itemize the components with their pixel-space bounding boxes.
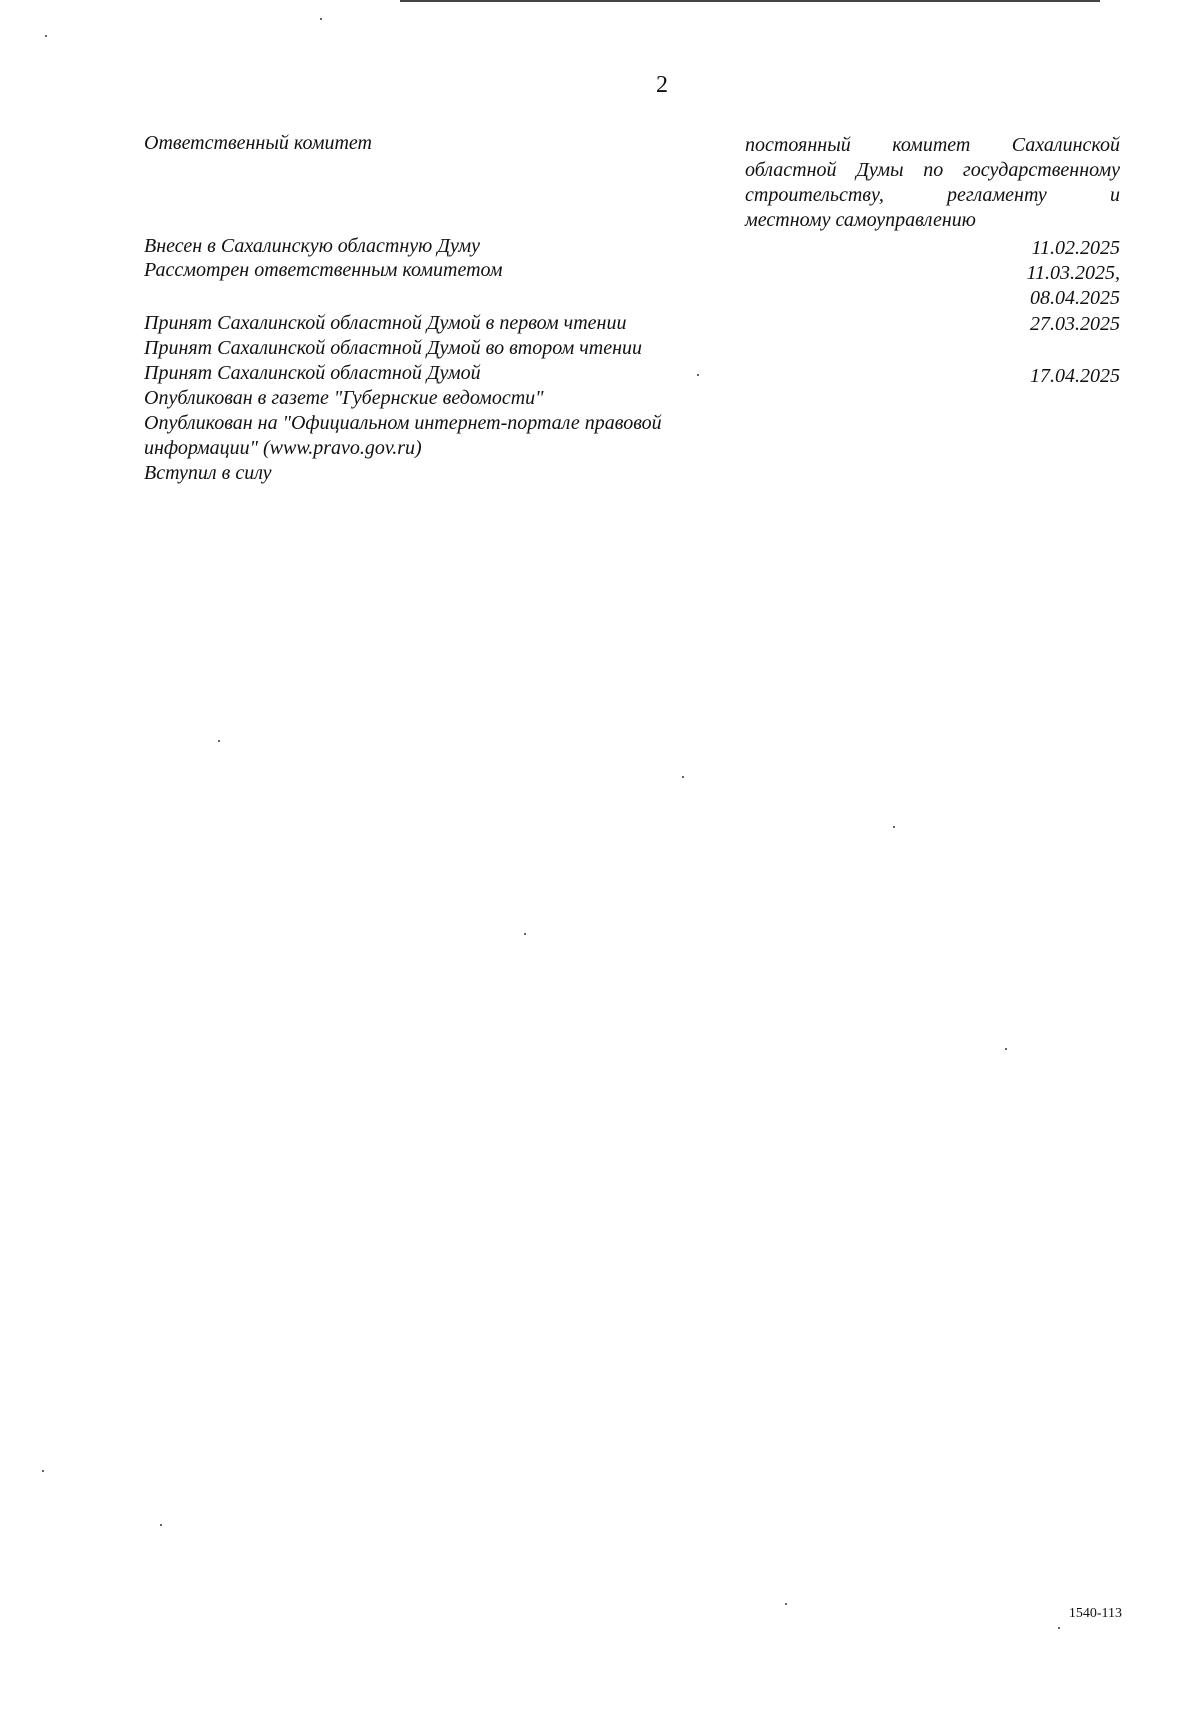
- row-date-reviewed-2: 08.04.2025: [1030, 287, 1120, 309]
- scan-speck: [160, 1524, 162, 1526]
- row-label-published-portal-cont: информации" (www.pravo.gov.ru): [144, 437, 422, 459]
- scan-speck: [320, 18, 322, 20]
- responsible-committee-value: [745, 133, 1120, 233]
- committee-line: постоянный комитет Сахалинской: [745, 134, 1120, 156]
- scan-speck: [785, 1603, 787, 1605]
- committee-line: строительству, регламенту и: [745, 184, 1120, 206]
- scan-speck: [1058, 1627, 1060, 1629]
- row-label-first-reading: Принят Сахалинской областной Думой в первом чтении: [144, 312, 627, 334]
- document-code: 1540-113: [1068, 1606, 1122, 1621]
- row-date-submitted: 11.02.2025: [1031, 237, 1120, 259]
- scan-speck: [524, 933, 526, 935]
- row-date-reviewed-1: 11.03.2025,: [1026, 262, 1120, 284]
- row-label-reviewed: Рассмотрен ответственным комитетом: [144, 259, 503, 281]
- row-label-adopted: Принят Сахалинской областной Думой: [144, 362, 481, 384]
- row-label-published-portal: Опубликован на "Официальном интернет-портале правовой: [144, 412, 662, 434]
- scan-speck: [697, 374, 699, 376]
- row-label-submitted: Внесен в Сахалинскую областную Думу: [144, 235, 481, 257]
- responsible-committee-label: Ответственный комитет: [144, 132, 372, 154]
- row-date-first-reading: 27.03.2025: [1030, 313, 1120, 335]
- row-date-adopted: 17.04.2025: [1030, 365, 1120, 387]
- committee-line: областной Думы по государственному: [745, 159, 1120, 181]
- scan-speck: [45, 35, 47, 37]
- page-number: 2: [656, 72, 668, 98]
- scan-speck: [682, 776, 684, 778]
- scan-speck: [1005, 1048, 1007, 1050]
- top-rule: [400, 0, 1100, 2]
- scan-speck: [42, 1470, 44, 1472]
- row-label-second-reading: Принят Сахалинской областной Думой во втором чтении: [144, 337, 643, 359]
- scan-speck: [218, 740, 220, 742]
- row-label-in-force: Вступил в силу: [144, 462, 272, 484]
- row-label-published-newspaper: Опубликован в газете "Губернские ведомости": [144, 387, 544, 409]
- committee-line: местному самоуправлению: [745, 209, 976, 231]
- scan-speck: [893, 826, 895, 828]
